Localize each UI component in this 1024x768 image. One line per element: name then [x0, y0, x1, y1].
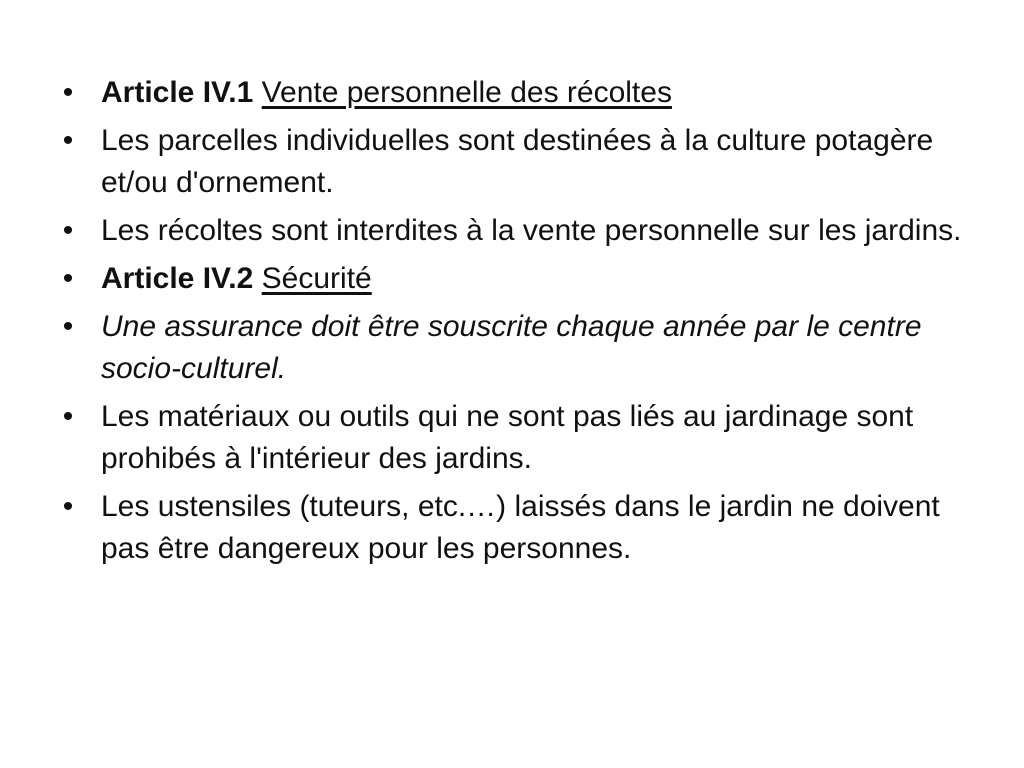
- article-heading: [58, 72, 978, 114]
- article-heading: [58, 258, 978, 300]
- bullet-icon: •: [62, 76, 74, 109]
- bullet-text: Les ustensiles (tuteurs, etc.…) laissés dans le jardin ne doivent pas être dangereux pour les personnes.: [101, 490, 940, 565]
- article-number: Article IV.1: [101, 76, 254, 109]
- bullet-text: Les parcelles individuelles sont destinées à la culture potagère et/ou d'ornement.: [101, 124, 934, 199]
- list-item: [58, 306, 978, 390]
- list-item: [58, 396, 978, 480]
- bullet-icon: •: [62, 490, 74, 523]
- bullet-text: Les matériaux ou outils qui ne sont pas liés au jardinage sont prohibés à l'intérieur des jardins.: [101, 400, 914, 475]
- article-title: Vente personnelle des récoltes: [261, 76, 672, 109]
- list-item: [58, 486, 978, 570]
- article-number: Article IV.2: [101, 262, 254, 295]
- bullet-text: Les récoltes sont interdites à la vente personnelle sur les jardins.: [101, 214, 962, 247]
- article-title: Sécurité: [261, 262, 372, 295]
- bullet-icon: •: [62, 310, 74, 343]
- list-item: [58, 210, 978, 252]
- list-item: [58, 120, 978, 204]
- bullet-icon: •: [62, 124, 74, 157]
- bullet-icon: •: [62, 262, 74, 295]
- bullet-icon: •: [62, 214, 74, 247]
- bullet-icon: •: [62, 400, 74, 433]
- bullet-list: [58, 72, 978, 576]
- bullet-text: Une assurance doit être souscrite chaque année par le centre socio-culturel.: [101, 310, 922, 385]
